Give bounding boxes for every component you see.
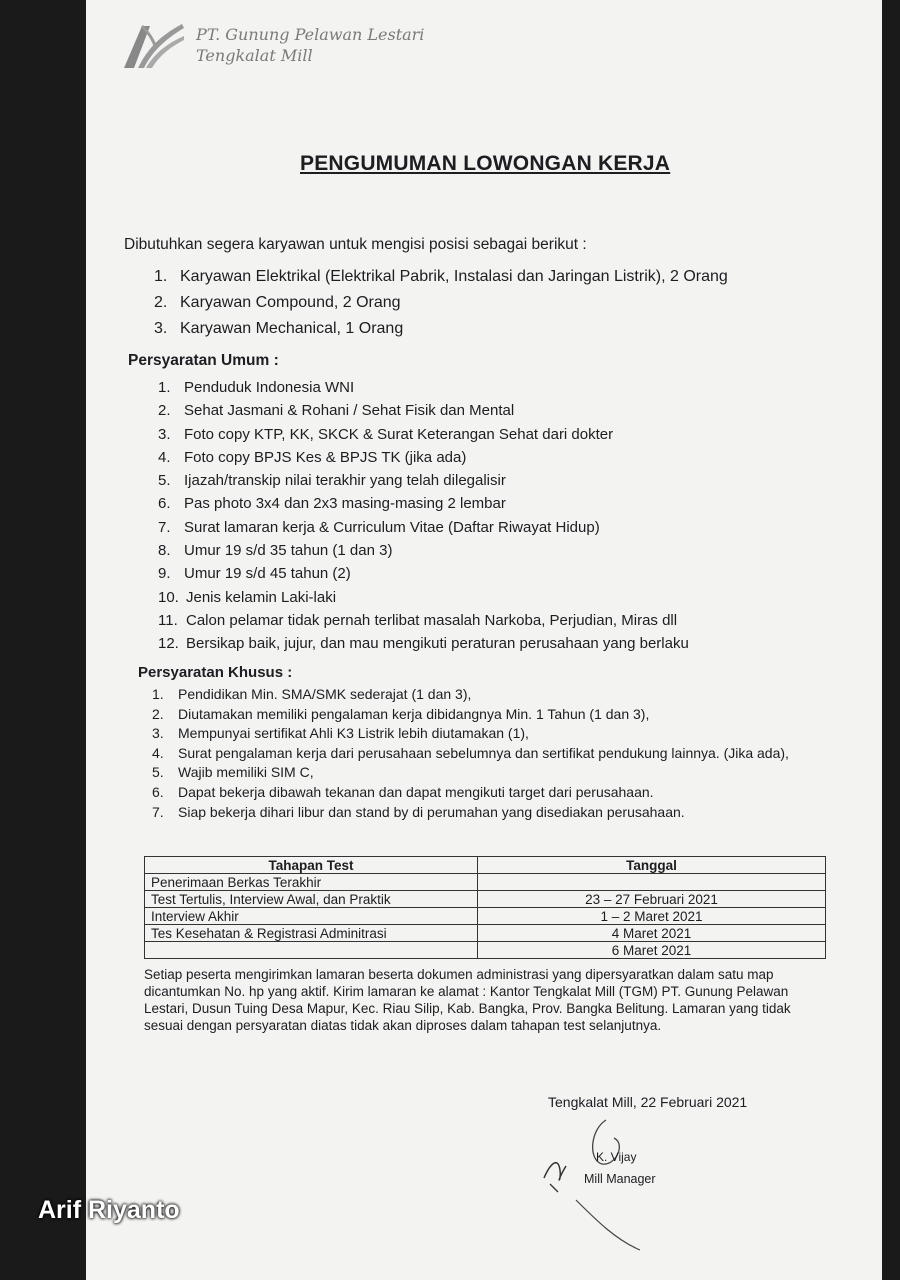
list-item: 7. Siap bekerja dihari libur dan stand by di perumahan yang disediakan perusahaan. [152,803,685,820]
mill-name: Tengkalat Mill [196,46,313,65]
test-schedule-table [144,856,826,959]
list-item: 2. Sehat Jasmani & Rohani / Sehat Fisik dan Mental [158,402,515,420]
list-item: 3. Karyawan Mechanical, 1 Orang [154,320,404,337]
column-header-stage: Tahapan Test [145,857,478,874]
table-header-row [145,857,826,874]
table-row: Penerimaan Berkas Terakhir [145,874,826,891]
list-item: 2. Diutamakan memiliki pengalaman kerja dibidangnya Min. 1 Tahun (1 dan 3), [152,705,650,722]
list-item: 11. Calon pelamar tidak pernah terlibat masalah Narkoba, Perjudian, Miras dll [158,611,678,629]
list-item: 4. Surat pengalaman kerja dari perusahaan sebelumnya dan sertifikat pendukung lainnya. (Jika ada), [152,744,789,761]
list-item: 1. Pendidikan Min. SMA/SMK sederajat (1 dan 3), [152,686,472,702]
list-item: 12. Bersikap baik, jujur, dan mau mengikuti peraturan perusahaan yang berlaku [158,635,689,653]
special-requirements-list [152,685,842,822]
list-item: 1. Karyawan Elektrikal (Elektrikal Pabrik, Instalasi dan Jaringan Listrik), 2 Orang [154,268,728,285]
watermark-text: Arif Riyanto [38,1196,180,1224]
document-title: PENGUMUMAN LOWONGAN KERJA [300,152,671,175]
signer-role: Mill Manager [584,1172,656,1186]
list-item: 8. Umur 19 s/d 35 tahun (1 dan 3) [158,542,393,560]
table-row: 6 Maret 2021 [145,942,826,959]
list-item: 5. Ijazah/transkip nilai terakhir yang telah dilegalisir [158,472,506,490]
list-item: 1. Penduduk Indonesia WNI [158,379,355,396]
list-item: 4. Foto copy BPJS Kes & BPJS TK (jika ada) [158,448,467,466]
positions-list [154,264,854,342]
place-date: Tengkalat Mill, 22 Februari 2021 [548,1094,748,1110]
section-heading-umum: Persyaratan Umum : [128,352,279,369]
document-page [86,0,882,1280]
closing-paragraph: Setiap peserta mengirimkan lamaran beserta dokumen administrasi yang dipersyaratkan dalam satu map dicantumkan No. hp yang aktif. Kirim lamaran ke alamat : Kantor Tengkalat Mill (TGM) PT. Gunung Pelawan Lestari, Dusun Tuing Desa Mapur, Kec. Riau Silip, Kab. Bangka, Prov. Bangka Belitung. Lamaran yang tidak sesuai dengan persyaratan diatas tidak akan diproses dalam tahapan test selanjutnya. [144,967,791,1033]
list-item: 3. Mempunyai sertifikat Ahli K3 Listrik lebih diutamakan (1), [152,725,529,742]
list-item: 6. Pas photo 3x4 dan 2x3 masing-masing 2 lembar [158,495,506,513]
list-item: 10. Jenis kelamin Laki-laki [158,588,337,606]
signer-name: K. Vijay [596,1150,637,1164]
column-header-date: Tanggal [478,857,826,874]
table-row: Test Tertulis, Interview Awal, dan Praktik 23 – 27 Februari 2021 [145,891,826,908]
list-item: 5. Wajib memiliki SIM C, [152,764,314,781]
list-item: 9. Umur 19 s/d 45 tahun (2) [158,565,351,583]
table-row: Interview Akhir 1 – 2 Maret 2021 [145,908,826,925]
letterhead [196,24,424,66]
table-row: Tes Kesehatan & Registrasi Adminitrasi 4 Maret 2021 [145,925,826,942]
list-item: 7. Surat lamaran kerja & Curriculum Vitae (Daftar Riwayat Hidup) [158,518,600,536]
list-item: 6. Dapat bekerja dibawah tekanan dan dapat mengikuti target dari perusahaan. [152,783,654,800]
company-logo-icon [120,18,186,70]
list-item: 3. Foto copy KTP, KK, SKCK & Surat Keterangan Sehat dari dokter [158,425,614,443]
list-item: 2. Karyawan Compound, 2 Orang [154,294,401,311]
intro-text: Dibutuhkan segera karyawan untuk mengisi posisi sebagai berikut : [124,236,587,253]
section-heading-khusus: Persyaratan Khusus : [138,664,293,681]
company-name: PT. Gunung Pelawan Lestari [196,25,425,44]
general-requirements-list [158,376,798,656]
